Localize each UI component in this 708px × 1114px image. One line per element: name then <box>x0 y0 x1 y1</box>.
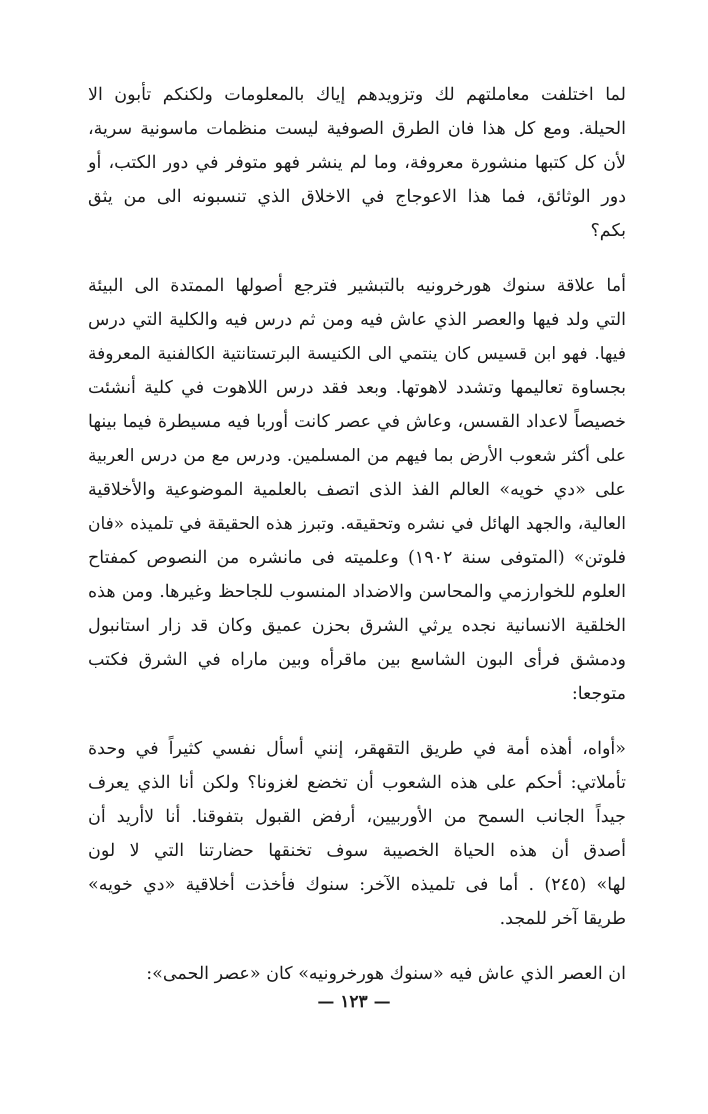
text-line: أصدق أن هذه الحياة الخصيبة سوف تخنقها حضارتنا التي لا لون <box>88 841 626 861</box>
paragraph-2 <box>88 269 626 711</box>
text-line: العلوم للخوارزمي والمحاسن والاضداد المنسوب للجاحظ وغيرها. ومن هذه <box>88 582 626 602</box>
page-number: — ١٢٣ — <box>317 992 391 1012</box>
text-line: فيها. فهو ابن قسيس كان ينتمي الى الكنيسة البرتستانتية الكالفنية المعروفة <box>88 344 626 364</box>
text-line: لأن كل كتبها منشورة معروفة، وما لم ينشر فهو متوفر في دور الكتب، أو <box>88 153 626 173</box>
text-line: تأملاتي: أحكم على هذه الشعوب أن تخضع لغزونا؟ ولكن أنا الذي يعرف <box>88 773 626 793</box>
text-line: جيداً الجانب السمح من الأوربيين، أرفض القبول بتفوقنا. أنا لاأريد أن <box>88 807 626 827</box>
text-line: أما علاقة سنوك هورخرونيه بالتبشير فترجع أصولها الممتدة الى البيئة <box>88 276 626 296</box>
page-body <box>88 78 626 991</box>
text-line: ودمشق فرأى البون الشاسع بين ماقرأه وبين ماراه في الشرق فكتب <box>88 650 626 670</box>
paragraph-4 <box>88 957 626 991</box>
text-line: على أكثر شعوب الأرض بما فيهم من المسلمين. ودرس مع من درس العربية <box>88 446 626 466</box>
paragraph-3-quote <box>88 732 626 936</box>
text-line: لما اختلفت معاملتهم لك وتزويدهم إياك بالمعلومات ولكنكم تأبون الا <box>88 85 626 105</box>
text-line: دور الوثائق، فما هذا الاعوجاج في الاخلاق الذي تنسبونه الى من يثق <box>88 187 626 207</box>
text-line: بكم؟ <box>590 221 626 241</box>
text-line: العالية، والجهد الهائل في نشره وتحقيقه. وتبرز هذه الحقيقة في تلميذه «فان <box>88 514 626 534</box>
text-line: متوجعا: <box>571 684 626 704</box>
paragraph-1 <box>88 78 626 248</box>
text-line: ان العصر الذي عاش فيه «سنوك هورخرونيه» كان «عصر الحمى»: <box>146 964 626 984</box>
text-line: فلوتن» (المتوفى سنة ١٩٠٢) وعلميته فى مانشره من النصوص كمفتاح <box>88 548 626 568</box>
text-line: بجساوة تعاليمها وتشدد لاهوتها. وبعد فقد درس اللاهوت في كلية أنشئت <box>88 378 626 398</box>
text-line: خصيصاً لاعداد القسس، وعاش في عصر كانت أوربا فيه مسيطرة فيما بينها <box>88 412 626 432</box>
text-line: الخلقية الانسانية نجده يرثي الشرق بحزن عميق وكان قد زار استانبول <box>88 616 626 636</box>
text-line: «أواه، أهذه أمة في طريق التقهقر، إنني أسأل نفسي كثيراً في وحدة <box>88 739 626 759</box>
text-line: الحيلة. ومع كل هذا فان الطرق الصوفية ليست منظمات ماسونية سرية، <box>88 119 626 139</box>
text-line: طريقا آخر للمجد. <box>499 909 626 929</box>
text-line: التي ولد فيها والعصر الذي عاش فيه ومن ثم درس فيه والكلية التي درس <box>88 310 626 330</box>
text-line-with-footnote: لها» (٢٤٥) . أما فى تلميذه الآخر: سنوك فأخذت أخلاقية «دي خويه» <box>88 875 626 895</box>
text-line: على «دي خويه» العالم الفذ الذى اتصف بالعلمية الموضوعية والأخلاقية <box>88 480 626 500</box>
